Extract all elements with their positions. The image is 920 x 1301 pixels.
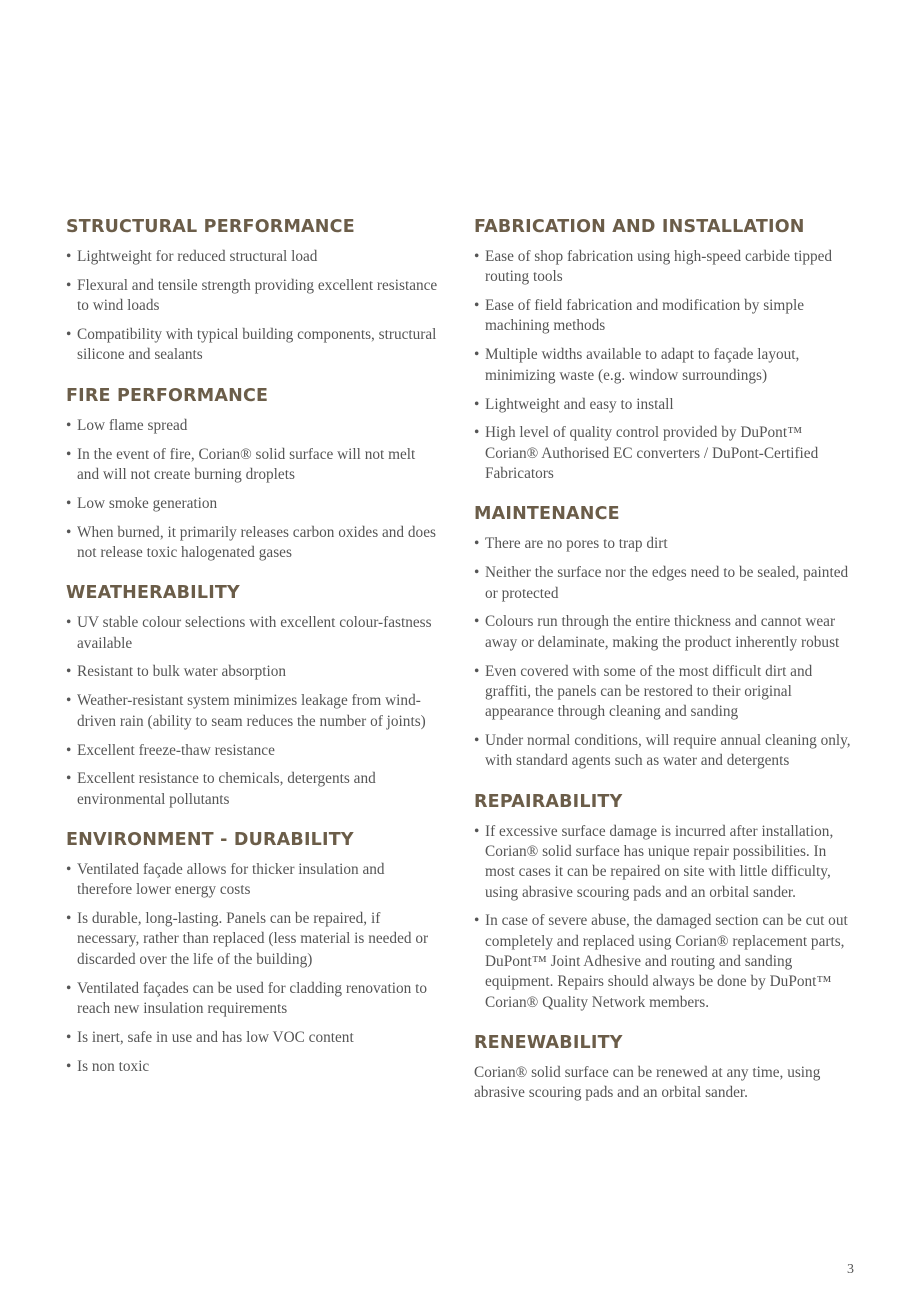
fabrication-installation-section	[474, 216, 858, 484]
page-number: 3	[847, 1262, 854, 1277]
list-item: • Low flame spread	[66, 416, 438, 436]
list-item: • Colours run through the entire thickness and cannot wear away or delaminate, making the product inherently robust	[474, 612, 858, 653]
list-item: • Flexural and tensile strength providing excellent resistance to wind loads	[66, 276, 438, 317]
section-heading: MAINTENANCE	[474, 504, 620, 525]
list-item: • Is durable, long-lasting. Panels can be repaired, if necessary, rather than replaced (less material is needed or discarded over the life of the building)	[66, 909, 438, 970]
list-item: • Multiple widths available to adapt to façade layout, minimizing waste (e.g. window surroundings)	[474, 345, 858, 386]
bullet-list	[66, 416, 438, 564]
list-item: • Even covered with some of the most difficult dirt and graffiti, the panels can be restored to their original appearance through cleaning and sanding	[474, 662, 858, 723]
list-item: • Is non toxic	[66, 1057, 438, 1077]
list-item: • Weather-resistant system minimizes leakage from wind-driven rain (ability to seam reduces the number of joints)	[66, 691, 438, 732]
bullet-list	[474, 534, 858, 771]
list-item: • Ease of shop fabrication using high-speed carbide tipped routing tools	[474, 247, 858, 288]
list-item: • In the event of fire, Corian® solid surface will not melt and will not create burning droplets	[66, 445, 438, 486]
list-item: • In case of severe abuse, the damaged section can be cut out completely and replaced using Corian® replacement parts, DuPont™ Joint Adhesive and routing and sanding equipment. Repairs should always be done by DuPont™ Corian® Quality Network members.	[474, 911, 858, 1012]
list-item: • Resistant to bulk water absorption	[66, 662, 438, 682]
environment-durability-section	[66, 829, 438, 1077]
list-item: • If excessive surface damage is incurred after installation, Corian® solid surface has unique repair possibilities. In most cases it can be repaired on site with little difficulty, using abrasive scouring pads and an orbital sander.	[474, 822, 858, 903]
list-item: • High level of quality control provided by DuPont™ Corian® Authorised EC converters / DuPont-Certified Fabricators	[474, 423, 858, 484]
list-item: • Compatibility with typical building components, structural silicone and sealants	[66, 325, 438, 366]
list-item: • Ventilated façades can be used for cladding renovation to reach new insulation requirements	[66, 979, 438, 1020]
left-column	[66, 216, 438, 1096]
bullet-list	[474, 247, 858, 484]
bullet-list	[66, 247, 438, 366]
section-heading: RENEWABILITY	[474, 1032, 623, 1053]
list-item: • Excellent freeze-thaw resistance	[66, 741, 438, 761]
list-item: • Under normal conditions, will require annual cleaning only, with standard agents such as water and detergents	[474, 731, 858, 772]
maintenance-section	[474, 503, 858, 771]
right-column	[474, 216, 858, 1123]
section-heading: WEATHERABILITY	[66, 583, 240, 604]
section-heading: REPAIRABILITY	[474, 791, 623, 812]
list-item: • When burned, it primarily releases carbon oxides and does not release toxic halogenated gases	[66, 523, 438, 564]
list-item: • Is inert, safe in use and has low VOC content	[66, 1028, 438, 1048]
list-item: • Ventilated façade allows for thicker insulation and therefore lower energy costs	[66, 860, 438, 901]
bullet-list	[474, 822, 858, 1013]
list-item: • Lightweight for reduced structural load	[66, 247, 438, 267]
bullet-list	[66, 613, 438, 810]
list-item: • There are no pores to trap dirt	[474, 534, 858, 554]
bullet-list	[66, 860, 438, 1077]
list-item: • Lightweight and easy to install	[474, 395, 858, 415]
fire-performance-section	[66, 385, 438, 564]
list-item: • UV stable colour selections with excellent colour-fastness available	[66, 613, 438, 654]
list-item: • Low smoke generation	[66, 494, 438, 514]
weatherability-section	[66, 582, 438, 810]
repairability-section	[474, 791, 858, 1013]
section-heading: ENVIRONMENT - DURABILITY	[66, 829, 354, 850]
section-heading: FIRE PERFORMANCE	[66, 385, 269, 406]
list-item: • Ease of field fabrication and modification by simple machining methods	[474, 296, 858, 337]
list-item: • Neither the surface nor the edges need to be sealed, painted or protected	[474, 563, 858, 604]
section-heading: FABRICATION AND INSTALLATION	[474, 217, 805, 237]
list-item: • Excellent resistance to chemicals, detergents and environmental pollutants	[66, 769, 438, 810]
renewability-text: Corian® solid surface can be renewed at any time, using abrasive scouring pads and an orbital sander.	[474, 1063, 821, 1102]
renewability-section	[474, 1032, 858, 1104]
section-heading: STRUCTURAL PERFORMANCE	[66, 217, 355, 237]
structural-performance-section	[66, 216, 438, 366]
